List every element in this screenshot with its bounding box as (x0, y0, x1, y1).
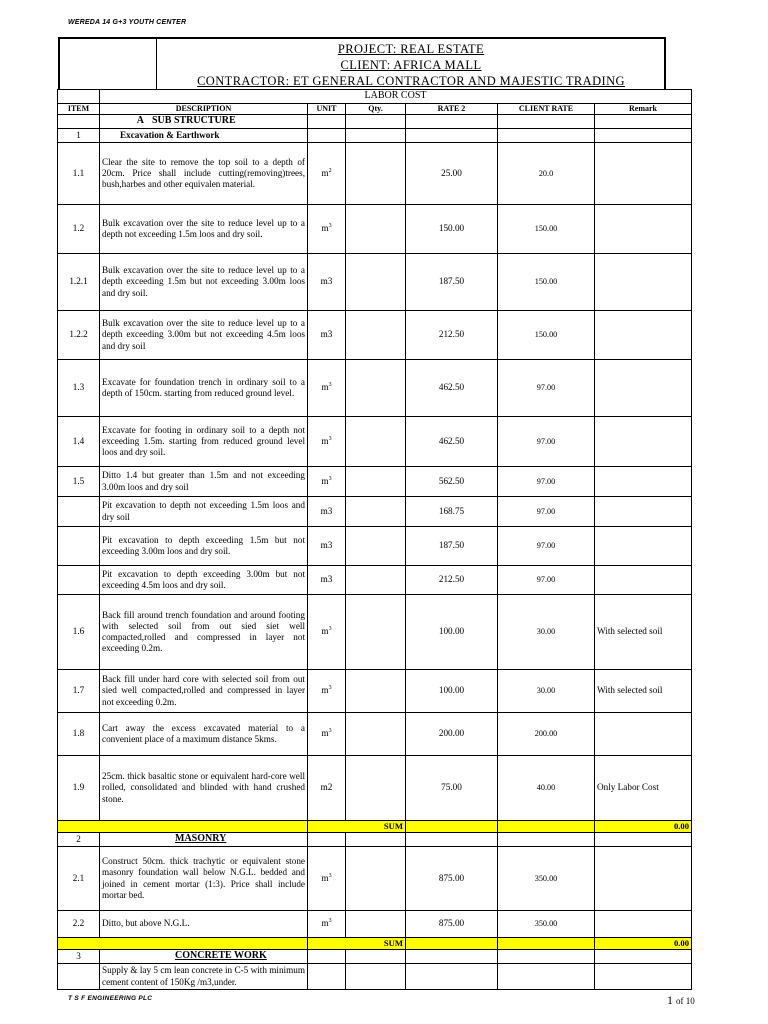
item-qty (346, 254, 406, 311)
sum-blank (498, 821, 595, 833)
sum-blank (406, 821, 498, 833)
section-a-title (100, 115, 308, 129)
item-unit (308, 964, 346, 990)
item-number (58, 964, 100, 990)
item-client-rate: 150.00 (498, 254, 595, 311)
item-rate (406, 964, 498, 990)
sum-label: SUM (308, 938, 406, 950)
section-header-row (58, 833, 692, 847)
item-description: Pit excavation to depth not exceeding 1.5m loos and dry soil (100, 497, 308, 527)
item-description: Excavate for footing in ordinary soil to a depth not exceeding 1.5m. starting from reduced ground level loos and dry soil. (100, 417, 308, 467)
logo-cell (60, 39, 157, 89)
document-header: WEREDA 14 G+3 YOUTH CENTER (68, 19, 187, 26)
sum-blank (498, 938, 595, 950)
item-qty (346, 847, 406, 911)
section-title: CONCRETE WORK (100, 950, 308, 964)
boq-table (57, 89, 692, 990)
item-unit (308, 205, 346, 254)
sum-spacer (58, 821, 308, 833)
unit-exponent: 3 (328, 685, 332, 692)
blank-cell (595, 833, 692, 847)
item-rate: 187.50 (406, 254, 498, 311)
table-row (58, 595, 692, 670)
unit-text: m (321, 918, 329, 929)
blank-cell (406, 950, 498, 964)
item-number: 1.2.2 (58, 311, 100, 360)
item-number: 1.6 (58, 595, 100, 670)
item-remark (595, 497, 692, 527)
col-client-rate-header: CLIENT RATE (498, 104, 595, 115)
item-rate: 212.50 (406, 566, 498, 595)
unit-exponent: 3 (328, 475, 332, 482)
item-unit (308, 417, 346, 467)
item-unit (308, 143, 346, 205)
item-description: Bulk excavation over the site to reduce level up to a depth exceeding 1.5m but not exceeding 3.00m loos and dry soil. (100, 254, 308, 311)
unit-exponent: 3 (328, 382, 332, 389)
col-qty-header: Qty. (346, 104, 406, 115)
table-row (58, 254, 692, 311)
item-description: Supply & lay 5 cm lean concrete in C-5 with minimum cement content of 150Kg /m3,under. (100, 964, 308, 990)
item-rate: 187.50 (406, 527, 498, 566)
unit-text: m3 (320, 276, 333, 287)
item-client-rate: 150.00 (498, 311, 595, 360)
section-number: 2 (58, 833, 100, 847)
item-description: Pit excavation to depth exceeding 1.5m but not exceeding 3.00m loos and dry soil. (100, 527, 308, 566)
item-rate: 100.00 (406, 670, 498, 713)
unit-text: m3 (320, 540, 333, 551)
item-rate: 25.00 (406, 143, 498, 205)
caption-spacer (58, 90, 100, 104)
table-row (58, 964, 692, 990)
item-remark (595, 254, 692, 311)
item-number: 1.9 (58, 756, 100, 821)
table-row (58, 205, 692, 254)
item-remark (595, 566, 692, 595)
item-rate: 200.00 (406, 713, 498, 756)
item-number (58, 527, 100, 566)
item-qty (346, 566, 406, 595)
item-qty (346, 467, 406, 497)
table-row (58, 497, 692, 527)
item-qty (346, 713, 406, 756)
col-remark-header: Remark (595, 104, 692, 115)
item-unit (308, 497, 346, 527)
item-description: Cart away the excess excavated material to a convenient place of a maximum distance 5kms. (100, 713, 308, 756)
item-number: 1.4 (58, 417, 100, 467)
unit-exponent: 3 (328, 435, 332, 442)
unit-text: m (321, 223, 329, 234)
item-unit (308, 254, 346, 311)
section-title: MASONRY (100, 833, 308, 847)
item-qty (346, 670, 406, 713)
blank-cell (498, 833, 595, 847)
item-rate: 168.75 (406, 497, 498, 527)
item-description: Bulk excavation over the site to reduce level up to a depth not exceeding 1.5m loos and dry soil. (100, 205, 308, 254)
section-a-letter: A (136, 115, 144, 127)
item-number: 1.8 (58, 713, 100, 756)
table-row (58, 670, 692, 713)
item-unit (308, 566, 346, 595)
item-client-rate: 97.00 (498, 417, 595, 467)
page-total: of 10 (676, 996, 695, 1006)
table-row (58, 911, 692, 938)
item-number: 1.7 (58, 670, 100, 713)
blank-cell (346, 950, 406, 964)
unit-exponent: 2 (328, 167, 332, 174)
item-unit (308, 467, 346, 497)
item-client-rate: 97.00 (498, 467, 595, 497)
table-row (58, 713, 692, 756)
section-header-row (58, 950, 692, 964)
footer-company: T S F ENGINEERING PLC (68, 995, 153, 1002)
item-client-rate: 150.00 (498, 205, 595, 254)
table-row (58, 467, 692, 497)
item-qty (346, 417, 406, 467)
item-qty (346, 143, 406, 205)
item-remark (595, 143, 692, 205)
page-number (667, 993, 695, 1008)
unit-exponent: 3 (328, 728, 332, 735)
item-rate: 212.50 (406, 311, 498, 360)
item-client-rate: 97.00 (498, 360, 595, 417)
table-row (58, 756, 692, 821)
labor-cost-caption: LABOR COST (100, 90, 692, 104)
item-number: 1.2.1 (58, 254, 100, 311)
unit-text: m (321, 626, 329, 637)
item-remark (595, 527, 692, 566)
section-number: 3 (58, 950, 100, 964)
table-row (58, 847, 692, 911)
item-unit (308, 911, 346, 938)
item-client-rate: 30.00 (498, 595, 595, 670)
item-remark (595, 713, 692, 756)
item-qty (346, 964, 406, 990)
unit-text: m3 (320, 329, 333, 340)
item-number (58, 566, 100, 595)
item-number: 2.2 (58, 911, 100, 938)
item-client-rate: 40.00 (498, 756, 595, 821)
item-qty (346, 527, 406, 566)
unit-text: m3 (320, 505, 333, 516)
sum-row (58, 938, 692, 950)
item-remark (595, 417, 692, 467)
item-client-rate: 350.00 (498, 847, 595, 911)
item-unit (308, 527, 346, 566)
item-client-rate: 350.00 (498, 911, 595, 938)
col-description-header: DESCRIPTION (100, 104, 308, 115)
item-unit (308, 847, 346, 911)
item-remark: With selected soil (595, 670, 692, 713)
blank-cell (498, 950, 595, 964)
item-rate: 875.00 (406, 911, 498, 938)
item-number: 2.1 (58, 847, 100, 911)
item-remark (595, 205, 692, 254)
unit-text: m3 (320, 574, 333, 585)
unit-text: m (321, 167, 329, 178)
item-remark (595, 847, 692, 911)
item-qty (346, 205, 406, 254)
project-title: PROJECT: REAL ESTATE (337, 42, 485, 56)
item-description: Pit excavation to depth exceeding 3.00m but not exceeding 4.5m loos and dry soil. (100, 566, 308, 595)
item-description: Bulk excavation over the site to reduce level up to a depth exceeding 3.00m but not exceeding 4.5m loos and dry soil (100, 311, 308, 360)
item-qty (346, 497, 406, 527)
section-number: 1 (58, 129, 100, 143)
item-client-rate: 97.00 (498, 527, 595, 566)
item-number (58, 497, 100, 527)
col-item-header: ITEM (58, 104, 100, 115)
contractor-title: CONTRACTOR: ET GENERAL CONTRACTOR AND MAJESTIC TRADING (197, 74, 625, 88)
sum-blank (406, 938, 498, 950)
item-unit (308, 756, 346, 821)
item-qty (346, 595, 406, 670)
unit-text: m (321, 872, 329, 883)
unit-text: m (321, 475, 329, 486)
item-rate: 100.00 (406, 595, 498, 670)
item-remark: With selected soil (595, 595, 692, 670)
sum-label: SUM (308, 821, 406, 833)
unit-exponent: 3 (328, 872, 332, 879)
item-description: Excavate for foundation trench in ordinary soil to a depth of 150cm. starting from reduced ground level. (100, 360, 308, 417)
client-title: CLIENT: AFRICA MALL (340, 58, 482, 72)
table-row (58, 143, 692, 205)
item-description: Clear the site to remove the top soil to a depth of 20cm. Price shall include cutting(removing)trees, bush,harbes and other equivalen material. (100, 143, 308, 205)
section-title: Excavation & Earthwork (100, 129, 308, 143)
item-remark (595, 911, 692, 938)
table-row (58, 311, 692, 360)
blank-cell (406, 833, 498, 847)
item-number: 1.5 (58, 467, 100, 497)
table-row (58, 360, 692, 417)
item-remark (595, 360, 692, 417)
blank-cell (346, 833, 406, 847)
table-row (58, 566, 692, 595)
unit-text: m (321, 685, 329, 696)
table-row (58, 417, 692, 467)
sum-value: 0.00 (595, 938, 692, 950)
unit-exponent: 3 (328, 918, 332, 925)
table-row (58, 527, 692, 566)
item-number: 1.3 (58, 360, 100, 417)
item-number: 1.2 (58, 205, 100, 254)
item-client-rate (498, 964, 595, 990)
item-description: 25cm. thick basaltic stone or equivalent hard-core well rolled, consolidated and blinded with hand crushed stone. (100, 756, 308, 821)
sum-spacer (58, 938, 308, 950)
col-rate-header: RATE 2 (406, 104, 498, 115)
item-remark (595, 964, 692, 990)
item-unit (308, 360, 346, 417)
item-rate: 462.50 (406, 417, 498, 467)
item-rate: 462.50 (406, 360, 498, 417)
item-rate: 150.00 (406, 205, 498, 254)
item-unit (308, 595, 346, 670)
sum-row (58, 821, 692, 833)
blank-cell (308, 950, 346, 964)
item-client-rate: 97.00 (498, 497, 595, 527)
item-rate: 875.00 (406, 847, 498, 911)
item-qty (346, 360, 406, 417)
item-remark: Only Labor Cost (595, 756, 692, 821)
page-current: 1 (667, 993, 673, 1007)
col-unit-header: UNIT (308, 104, 346, 115)
project-header-box (58, 37, 666, 89)
item-remark (595, 467, 692, 497)
item-client-rate: 97.00 (498, 566, 595, 595)
item-unit (308, 670, 346, 713)
item-qty (346, 311, 406, 360)
item-client-rate: 20.0 (498, 143, 595, 205)
unit-text: m (321, 728, 329, 739)
item-number: 1.1 (58, 143, 100, 205)
item-rate: 75.00 (406, 756, 498, 821)
item-qty (346, 911, 406, 938)
unit-text: m2 (320, 782, 333, 793)
item-client-rate: 200.00 (498, 713, 595, 756)
sum-value: 0.00 (595, 821, 692, 833)
item-unit (308, 713, 346, 756)
item-remark (595, 311, 692, 360)
unit-exponent: 3 (328, 223, 332, 230)
item-qty (346, 756, 406, 821)
blank-cell (595, 950, 692, 964)
item-description: Ditto, but above N.G.L. (100, 911, 308, 938)
item-description: Back fill under hard core with selected soil from out sied well compacted,rolled and compressed in layer not exceeding 0.2m. (100, 670, 308, 713)
item-rate: 562.50 (406, 467, 498, 497)
item-description: Back fill around trench foundation and around footing with selected soil from out sied siet well compacted,rolled and compressed in layer not exceeding 0.2m. (100, 595, 308, 670)
unit-text: m (321, 435, 329, 446)
item-client-rate: 30.00 (498, 670, 595, 713)
unit-exponent: 3 (328, 626, 332, 633)
item-description: Ditto 1.4 but greater than 1.5m and not exceeding 3.00m loos and dry soil (100, 467, 308, 497)
section-a-name: SUB STRUCTURE (152, 115, 236, 127)
item-unit (308, 311, 346, 360)
blank-cell (308, 833, 346, 847)
unit-text: m (321, 382, 329, 393)
item-description: Construct 50cm. thick trachytic or equivalent stone masonry foundation wall below N.G.L. bedded and joined in cement mortar (1:3). Price shall include mortar bed. (100, 847, 308, 911)
